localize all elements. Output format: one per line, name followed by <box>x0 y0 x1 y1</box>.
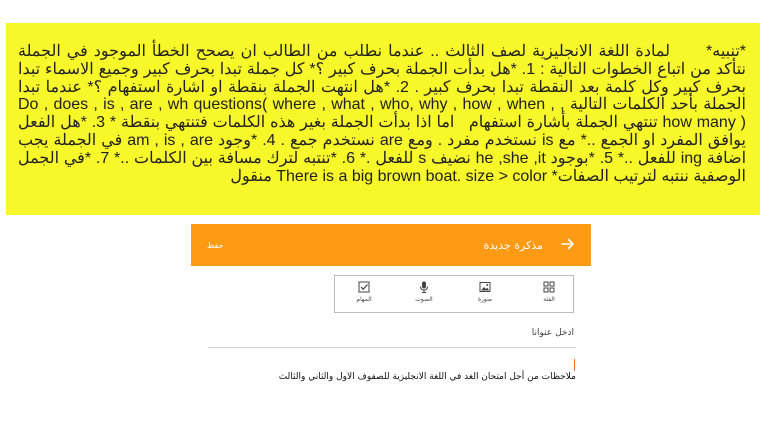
page-title: مذكرة جديدة <box>483 238 543 252</box>
note-title-input[interactable] <box>208 318 576 348</box>
category-icon <box>543 281 555 293</box>
note-body-text[interactable]: ملاحظات من أجل امتحان الغد في اللغة الانجليزية للصفوف الاول والثاني والثالث <box>278 372 576 382</box>
image-icon <box>479 281 491 293</box>
toolbar-image-button[interactable] <box>465 281 505 303</box>
toolbar-category-button[interactable] <box>529 281 569 303</box>
checkbox-icon <box>358 281 370 293</box>
toolbar-tasks-button[interactable] <box>344 281 384 303</box>
microphone-icon <box>418 281 430 293</box>
save-button[interactable]: حفظ <box>207 240 224 250</box>
note-toolbar <box>334 275 574 313</box>
note-header-bar <box>191 224 591 266</box>
toolbar-category-label: الفئة <box>543 296 555 303</box>
notice-banner <box>6 23 760 215</box>
toolbar-image-label: صورة <box>477 296 493 303</box>
text-cursor <box>574 359 575 371</box>
notice-text: *تنبيه* ︎ ︎ ︎ ︎ ︎ لمادة اللغة الانجليزية لصف الثالث .. عندما نطلب من الطالب ان يصحح الخطأ الموجود في الجملة نتأكد من اتباع الخطوات التالية : 1. *هل بدأت الجملة بحرف كبير ؟* كل جملة تبدا بحرف كبير وجميع الاسماء تبدا بحرف كبير وكل كلمة بعد النقطة تبدا بحرف كبير . 2. *هل انتهت الجملة بنقطة او اشارة استفهام ؟* عندما تبدا الجملة بأحد الكلمات التالية , Do , does , is , are , wh questions( where , what , who, why , how , when , how many ) تنتهي الجملة بأشارة استفهام ︎ ︎ اما اذا بدأت الجملة بغير هذه الكلمات فتنتهي بنقطة * 3. *هل الفعل يوافق المفرد او الجمع ..* مع is نستخدم مفرد . ومع are نستخدم جمع . 4. *وجود am , is , are في الجملة يجب اضافة ing للفعل ..* 5. *بوجود he ,she ,it نضيف s للفعل .* 6. *تنتبه لترك مسافة بين الكلمات ..* 7. *في الجمل الوصفية ننتبه لترتيب الصفات* There is a big brown boat. size > color منقول <box>18 43 747 185</box>
toolbar-audio-button[interactable] <box>404 281 444 303</box>
toolbar-audio-label: الصوت <box>415 296 433 303</box>
toolbar-tasks-label: المهام <box>356 296 372 303</box>
arrow-right-icon[interactable] <box>561 237 575 251</box>
